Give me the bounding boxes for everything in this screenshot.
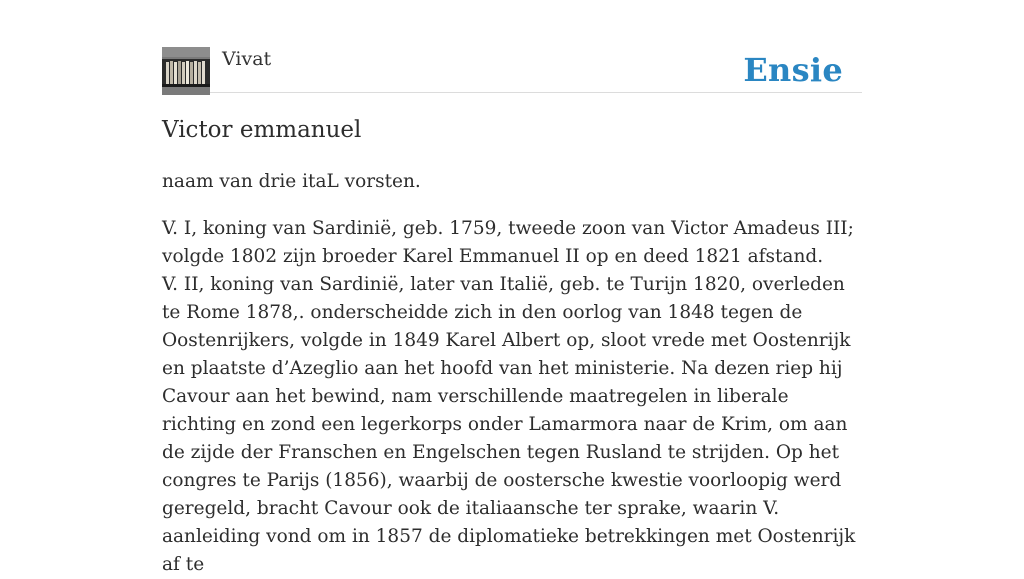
entry-paragraph: V. II, koning van Sardinië, later van Italië, geb. te Turijn 1820, overleden te Rome 1878,. onderscheidde zich in den oorlog van 1848 tegen de Oostenrijkers, volgde in 1849 Karel Albert op, sloot vrede met Oostenrijk en plaatste d’Azeglio aan het hoofd van het ministerie. Na dezen riep hij Cavour aan het bewind, nam verschillende maatregelen in liberale richting en zond een legerkorps onder Lamarmora naar de Krim, om aan de zijde der Franschen en Engelschen tegen Rusland te strijden. Op het congres te Parijs (1856), waarbij de oostersche kwestie voorloopig werd geregeld, bracht Cavour ook de italiaansche ter sprake, waarin V. aanleiding vond om in 1857 de diplomatieke betrekkingen met Oostenrijk af te <box>162 274 856 575</box>
header <box>162 46 862 93</box>
entry-title: Victor emmanuel <box>162 117 362 143</box>
author-link[interactable]: Vivat <box>222 48 272 70</box>
entry-paragraph: V. I, koning van Sardinië, geb. 1759, tweede zoon van Victor Amadeus III; volgde 1802 zijn broeder Karel Emmanuel II op en deed 1821 afstand. <box>162 218 854 267</box>
entry-summary: naam van drie itaL vorsten. <box>162 171 421 192</box>
brand-logo[interactable]: Ensie <box>743 51 843 89</box>
entry-body <box>162 215 864 579</box>
bookshelf-avatar-icon <box>162 47 210 95</box>
user-avatar[interactable] <box>162 47 210 95</box>
